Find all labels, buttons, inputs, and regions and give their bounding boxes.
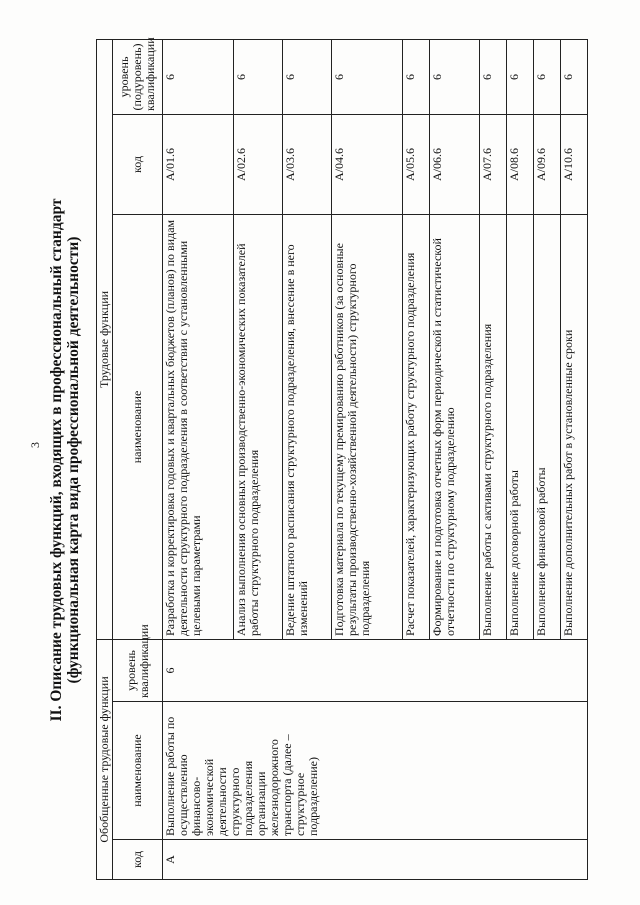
function-code: A/09.6 — [533, 114, 560, 214]
function-name: Разработка и корректировка годовых и квартальных бюджетов (планов) по видам деятельности структурного подразделения в соответствии с установленными целевыми параметрами — [163, 214, 234, 639]
functional-map-table — [96, 39, 588, 880]
function-name: Подготовка материала по текущему премированию работников (за основные результаты производственно-хозяйственной деятельности) структурного подразделения — [332, 214, 403, 639]
table-row — [163, 39, 234, 879]
function-level: 6 — [283, 39, 332, 114]
function-code: A/08.6 — [506, 114, 533, 214]
function-code: A/01.6 — [163, 114, 234, 214]
function-level: 6 — [234, 39, 283, 114]
function-name: Ведение штатного расписания структурного подразделения, внесение в него изменений — [283, 214, 332, 639]
header-labor-name: наименование — [113, 214, 163, 639]
function-level: 6 — [533, 39, 560, 114]
header-code: код — [113, 840, 163, 880]
header-generalized-functions: Обобщенные трудовые функции — [97, 639, 113, 879]
function-code: A/07.6 — [479, 114, 506, 214]
function-code: A/05.6 — [403, 114, 430, 214]
header-level: уровень квалификации — [113, 639, 163, 701]
function-name: Выполнение работы с активами структурного подразделения — [479, 214, 506, 639]
page-number: 3 — [28, 442, 42, 448]
function-level: 6 — [403, 39, 430, 114]
function-level: 6 — [163, 39, 234, 114]
function-code: A/03.6 — [283, 114, 332, 214]
function-level: 6 — [332, 39, 403, 114]
function-code: A/02.6 — [234, 114, 283, 214]
header-labor-level: уровень (подуровень) квалификации — [113, 39, 163, 114]
function-level: 6 — [506, 39, 533, 114]
function-name: Выполнение финансовой работы — [533, 214, 560, 639]
function-code: A/06.6 — [430, 114, 479, 214]
generalized-name: Выполнение работы по осуществлению финансово-экономической деятельности структурного подразделения организации железнодорожного транспорта (далее – структурное подразделение) — [163, 702, 588, 840]
heading-line-2: (функциональная карта вида профессиональной деятельности) — [65, 236, 82, 684]
function-code: A/04.6 — [332, 114, 403, 214]
heading-line-1: II. Описание трудовых функций, входящих в профессиональный стандарт — [48, 198, 65, 722]
function-code: A/10.6 — [560, 114, 587, 214]
header-row-columns — [113, 39, 163, 879]
function-level: 6 — [560, 39, 587, 114]
header-name: наименование — [113, 702, 163, 840]
function-name: Формирование и подготовка отчетных форм периодической и статистической отчетности по структурному подразделению — [430, 214, 479, 639]
function-level: 6 — [430, 39, 479, 114]
function-level: 6 — [479, 39, 506, 114]
section-heading — [48, 40, 82, 880]
generalized-level: 6 — [163, 639, 588, 701]
header-labor-functions: Трудовые функции — [97, 39, 113, 639]
rotated-page-content — [48, 37, 588, 880]
function-name: Выполнение договорной работы — [506, 214, 533, 639]
function-name: Анализ выполнения основных производственно-экономических показателей работы структурного подразделения — [234, 214, 283, 639]
function-name: Расчет показателей, характеризующих работу структурного подразделения — [403, 214, 430, 639]
generalized-code: А — [163, 840, 588, 880]
header-labor-code: код — [113, 114, 163, 214]
header-row-groups — [97, 39, 113, 879]
function-name: Выполнение дополнительных работ в установленные сроки — [560, 214, 587, 639]
